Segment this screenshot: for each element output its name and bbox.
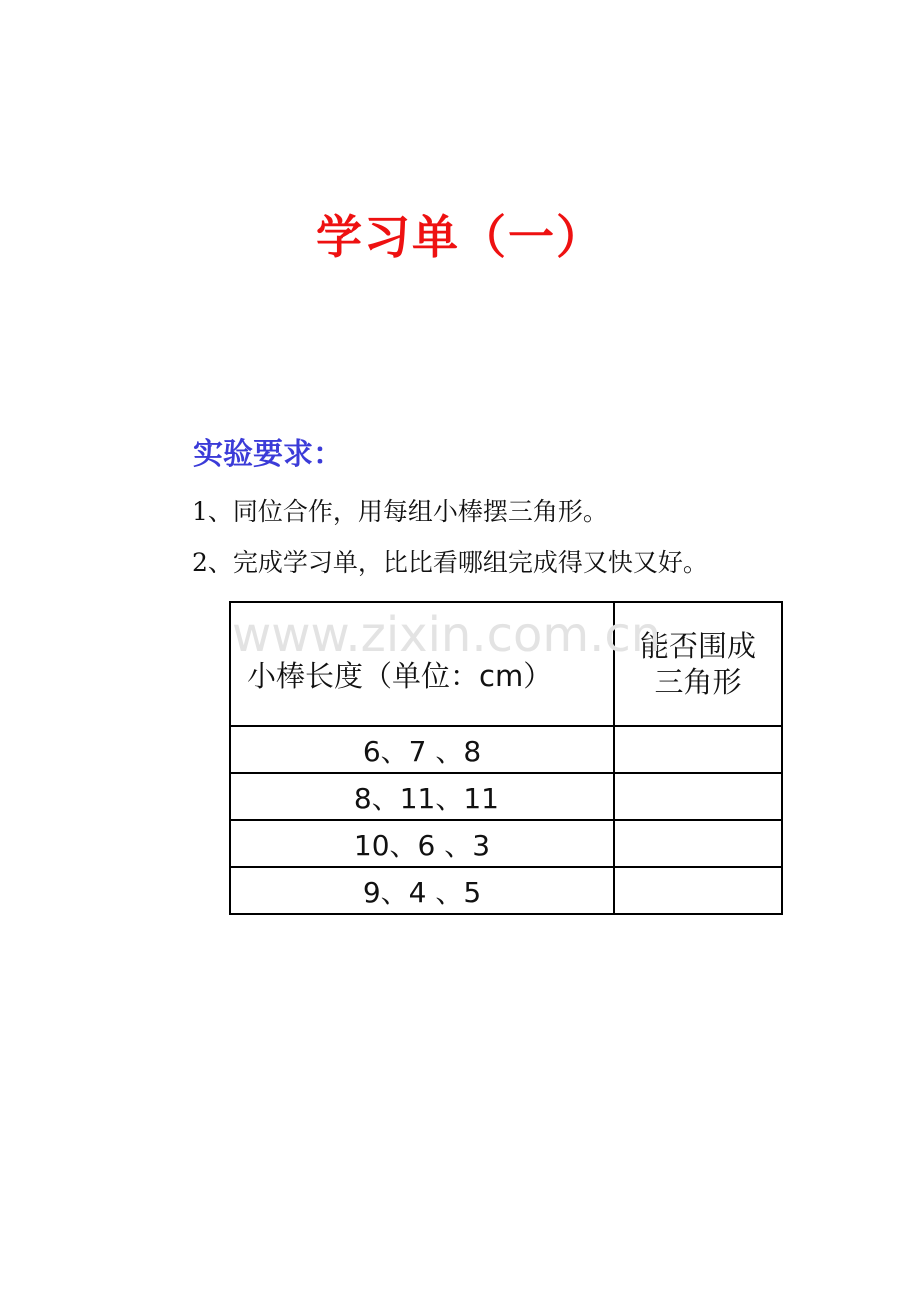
header-can-form-triangle: [614, 602, 782, 726]
table-row: [230, 867, 782, 914]
answer-cell[interactable]: [614, 773, 782, 820]
answer-cell[interactable]: [614, 867, 782, 914]
table-row: [230, 726, 782, 773]
table-row: [230, 820, 782, 867]
answer-cell[interactable]: [614, 726, 782, 773]
header-stick-lengths: 小棒长度（单位：cm）: [230, 602, 614, 726]
header-can-form-line1: 能否围成: [639, 629, 756, 663]
header-can-form-line2: 三角形: [654, 665, 742, 699]
requirements-heading: 实验要求：: [193, 437, 343, 472]
table-header-row: [230, 602, 782, 726]
table-row: [230, 773, 782, 820]
page-title: 学习单（一）: [316, 210, 604, 264]
answer-cell[interactable]: [614, 820, 782, 867]
stick-lengths-cell: 8、11、11: [230, 773, 614, 820]
requirement-item: 2、完成学习单，比比看哪组完成得又快又好。: [192, 548, 708, 577]
stick-lengths-cell: 9、4 、5: [230, 867, 614, 914]
stick-lengths-cell: 10、6 、3: [230, 820, 614, 867]
worksheet-table: [229, 601, 783, 915]
stick-lengths-cell: 6、7 、8: [230, 726, 614, 773]
requirement-item: 1、同位合作，用每组小棒摆三角形。: [192, 497, 608, 526]
watermark: www.zixin.com.cn: [232, 607, 662, 663]
